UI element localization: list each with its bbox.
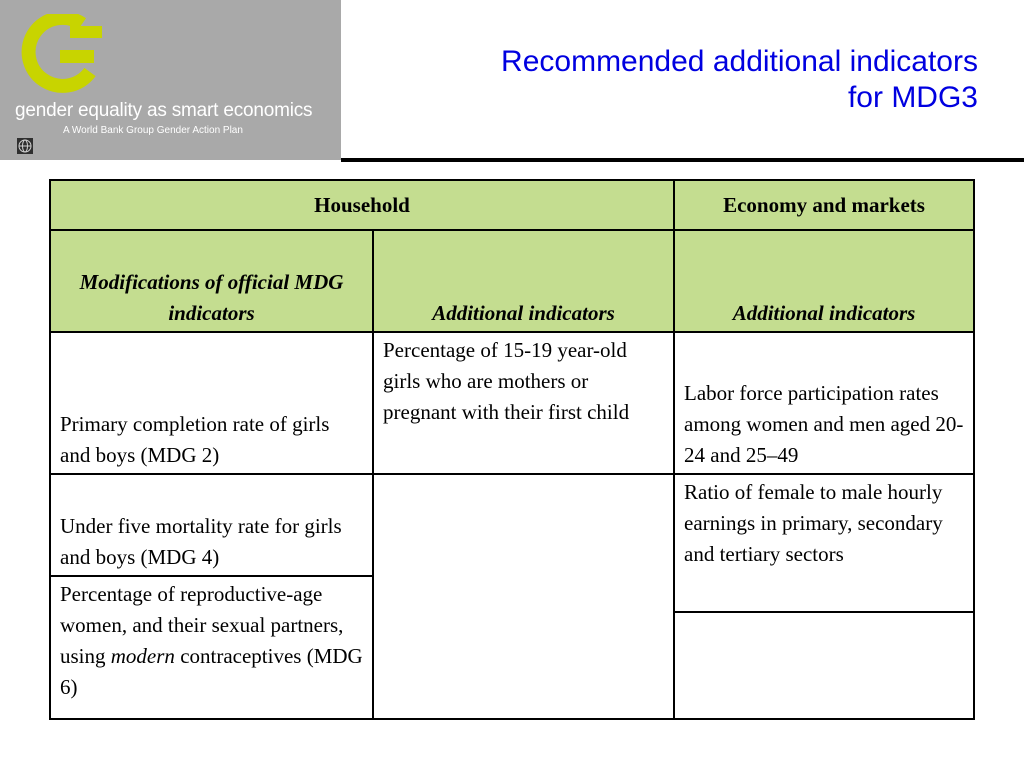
economy-header: Economy and markets: [674, 180, 974, 230]
table-cell: Labor force participation rates among women and men aged 20-24 and 25–49: [674, 332, 974, 474]
ge-logo-icon: [12, 14, 108, 96]
slide-title-line-1: Recommended additional indicators: [501, 45, 978, 78]
group-header-row: [50, 180, 974, 230]
cell-text: Percentage of reproductive-age women, and their sexual partners, using: [60, 582, 344, 669]
table-cell-empty: [373, 474, 674, 719]
indicators-table: [49, 179, 975, 720]
table-cell: Percentage of 15-19 year-old girls who are mothers or pregnant with their first child: [373, 332, 674, 474]
slide-title: [501, 44, 978, 116]
household-header: Household: [50, 180, 674, 230]
table-cell-empty: [674, 612, 974, 719]
logo-subtitle: A World Bank Group Gender Action Plan: [63, 125, 243, 136]
cell-emphasis: modern: [110, 644, 175, 669]
table-row: [50, 474, 974, 577]
economy-additional-header: Additional indicators: [674, 230, 974, 332]
household-additional-header: Additional indicators: [373, 230, 674, 332]
table-cell: Ratio of female to male hourly earnings in primary, secondary and tertiary sectors: [674, 474, 974, 613]
world-bank-globe-icon: [17, 138, 33, 154]
slide-title-line-2: for MDG3: [847, 81, 978, 114]
logo-panel: [0, 0, 341, 160]
table-cell: [50, 576, 373, 719]
logo-tagline: gender equality as smart economics: [15, 100, 313, 121]
modifications-header: Modifications of official MDG indicators: [50, 230, 373, 332]
subheader-row: [50, 230, 974, 332]
table-cell: Primary completion rate of girls and boys (MDG 2): [50, 332, 373, 474]
cell-text: contraceptives (MDG 6): [60, 644, 363, 700]
table-row: [50, 332, 974, 474]
header-divider: [341, 158, 1024, 162]
table-cell: Under five mortality rate for girls and boys (MDG 4): [50, 474, 373, 577]
